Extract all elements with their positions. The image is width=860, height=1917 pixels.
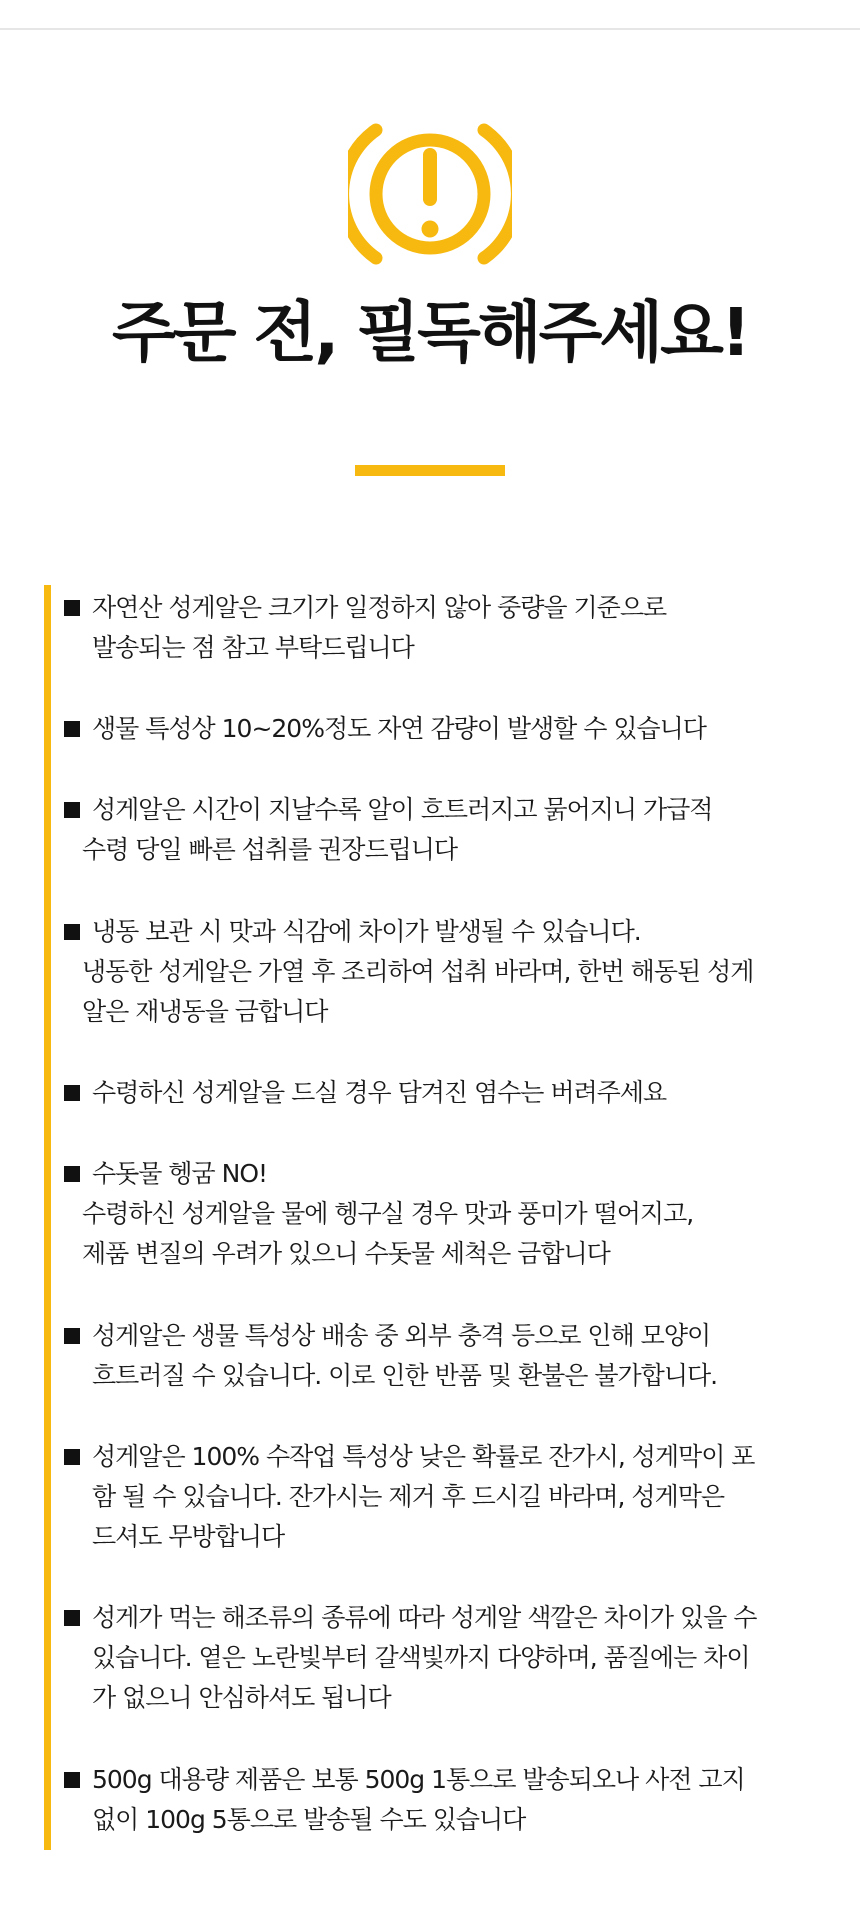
notice-item bbox=[64, 1760, 824, 1840]
notice-text: 가 없으니 안심하셔도 됩니다 bbox=[92, 1683, 391, 1712]
notice-item bbox=[64, 1316, 824, 1396]
notice-text: 성게알은 100% 수작업 특성상 낮은 확률로 잔가시, 성게막이 포 bbox=[92, 1442, 755, 1471]
notice-text: 생물 특성상 10~20%정도 자연 감량이 발생할 수 있습니다 bbox=[92, 714, 706, 743]
top-divider bbox=[0, 28, 860, 30]
notice-item bbox=[64, 1598, 824, 1718]
bullet-square-icon bbox=[64, 1085, 80, 1101]
notice-text: 수령 당일 빠른 섭취를 권장드립니다 bbox=[82, 835, 458, 864]
notice-item bbox=[64, 709, 824, 749]
bullet-square-icon bbox=[64, 924, 80, 940]
notice-text: 없이 100g 5통으로 발송될 수도 있습니다 bbox=[92, 1805, 526, 1834]
notice-text: 알은 재냉동을 금합니다 bbox=[82, 997, 328, 1026]
bullet-square-icon bbox=[64, 1449, 80, 1465]
notice-text: 발송되는 점 참고 부탁드립니다 bbox=[92, 633, 414, 662]
notice-text: 500g 대용량 제품은 보통 500g 1통으로 발송되오나 사전 고지 bbox=[92, 1765, 745, 1794]
notice-item bbox=[64, 1073, 824, 1113]
title-underline bbox=[355, 465, 505, 476]
notice-item bbox=[64, 912, 824, 1032]
notice-text: 냉동한 성게알은 가열 후 조리하여 섭취 바라며, 한번 해동된 성게 bbox=[82, 957, 754, 986]
notice-text: 드셔도 무방합니다 bbox=[92, 1522, 285, 1551]
notice-text: 수돗물 헹굼 NO! bbox=[92, 1159, 268, 1188]
bullet-square-icon bbox=[64, 1772, 80, 1788]
notice-item bbox=[64, 1154, 824, 1274]
notice-text: 성게알은 생물 특성상 배송 중 외부 충격 등으로 인해 모양이 bbox=[92, 1321, 711, 1350]
bullet-square-icon bbox=[64, 600, 80, 616]
notice-item bbox=[64, 588, 824, 668]
notice-text: 수령하신 성게알을 드실 경우 담겨진 염수는 버려주세요 bbox=[92, 1078, 667, 1107]
notice-text: 제품 변질의 우려가 있으니 수돗물 세척은 금합니다 bbox=[82, 1239, 610, 1268]
exclamation-circle-icon bbox=[348, 118, 512, 270]
notice-text: 냉동 보관 시 맛과 식감에 차이가 발생될 수 있습니다. bbox=[92, 917, 641, 946]
page-title: 주문 전, 필독해주세요! bbox=[112, 294, 748, 371]
bullet-square-icon bbox=[64, 1610, 80, 1626]
notice-accent-rule bbox=[44, 585, 51, 1850]
notice-text: 함 될 수 있습니다. 잔가시는 제거 후 드시길 바라며, 성게막은 bbox=[92, 1482, 725, 1511]
notice-text: 흐트러질 수 있습니다. 이로 인한 반품 및 환불은 불가합니다. bbox=[92, 1361, 718, 1390]
bullet-square-icon bbox=[64, 1328, 80, 1344]
notice-item bbox=[64, 1437, 824, 1557]
notice-text: 성게알은 시간이 지날수록 알이 흐트러지고 묽어지니 가급적 bbox=[92, 795, 713, 824]
bullet-square-icon bbox=[64, 802, 80, 818]
notice-text: 수령하신 성게알을 물에 헹구실 경우 맛과 풍미가 떨어지고, bbox=[82, 1199, 694, 1228]
bullet-square-icon bbox=[64, 1166, 80, 1182]
notice-item bbox=[64, 790, 824, 870]
bullet-square-icon bbox=[64, 721, 80, 737]
notice-text: 있습니다. 옅은 노란빛부터 갈색빛까지 다양하며, 품질에는 차이 bbox=[92, 1643, 750, 1672]
notice-text: 성게가 먹는 해조류의 종류에 따라 성게알 색깔은 차이가 있을 수 bbox=[92, 1603, 757, 1632]
notice-text: 자연산 성게알은 크기가 일정하지 않아 중량을 기준으로 bbox=[92, 593, 667, 622]
